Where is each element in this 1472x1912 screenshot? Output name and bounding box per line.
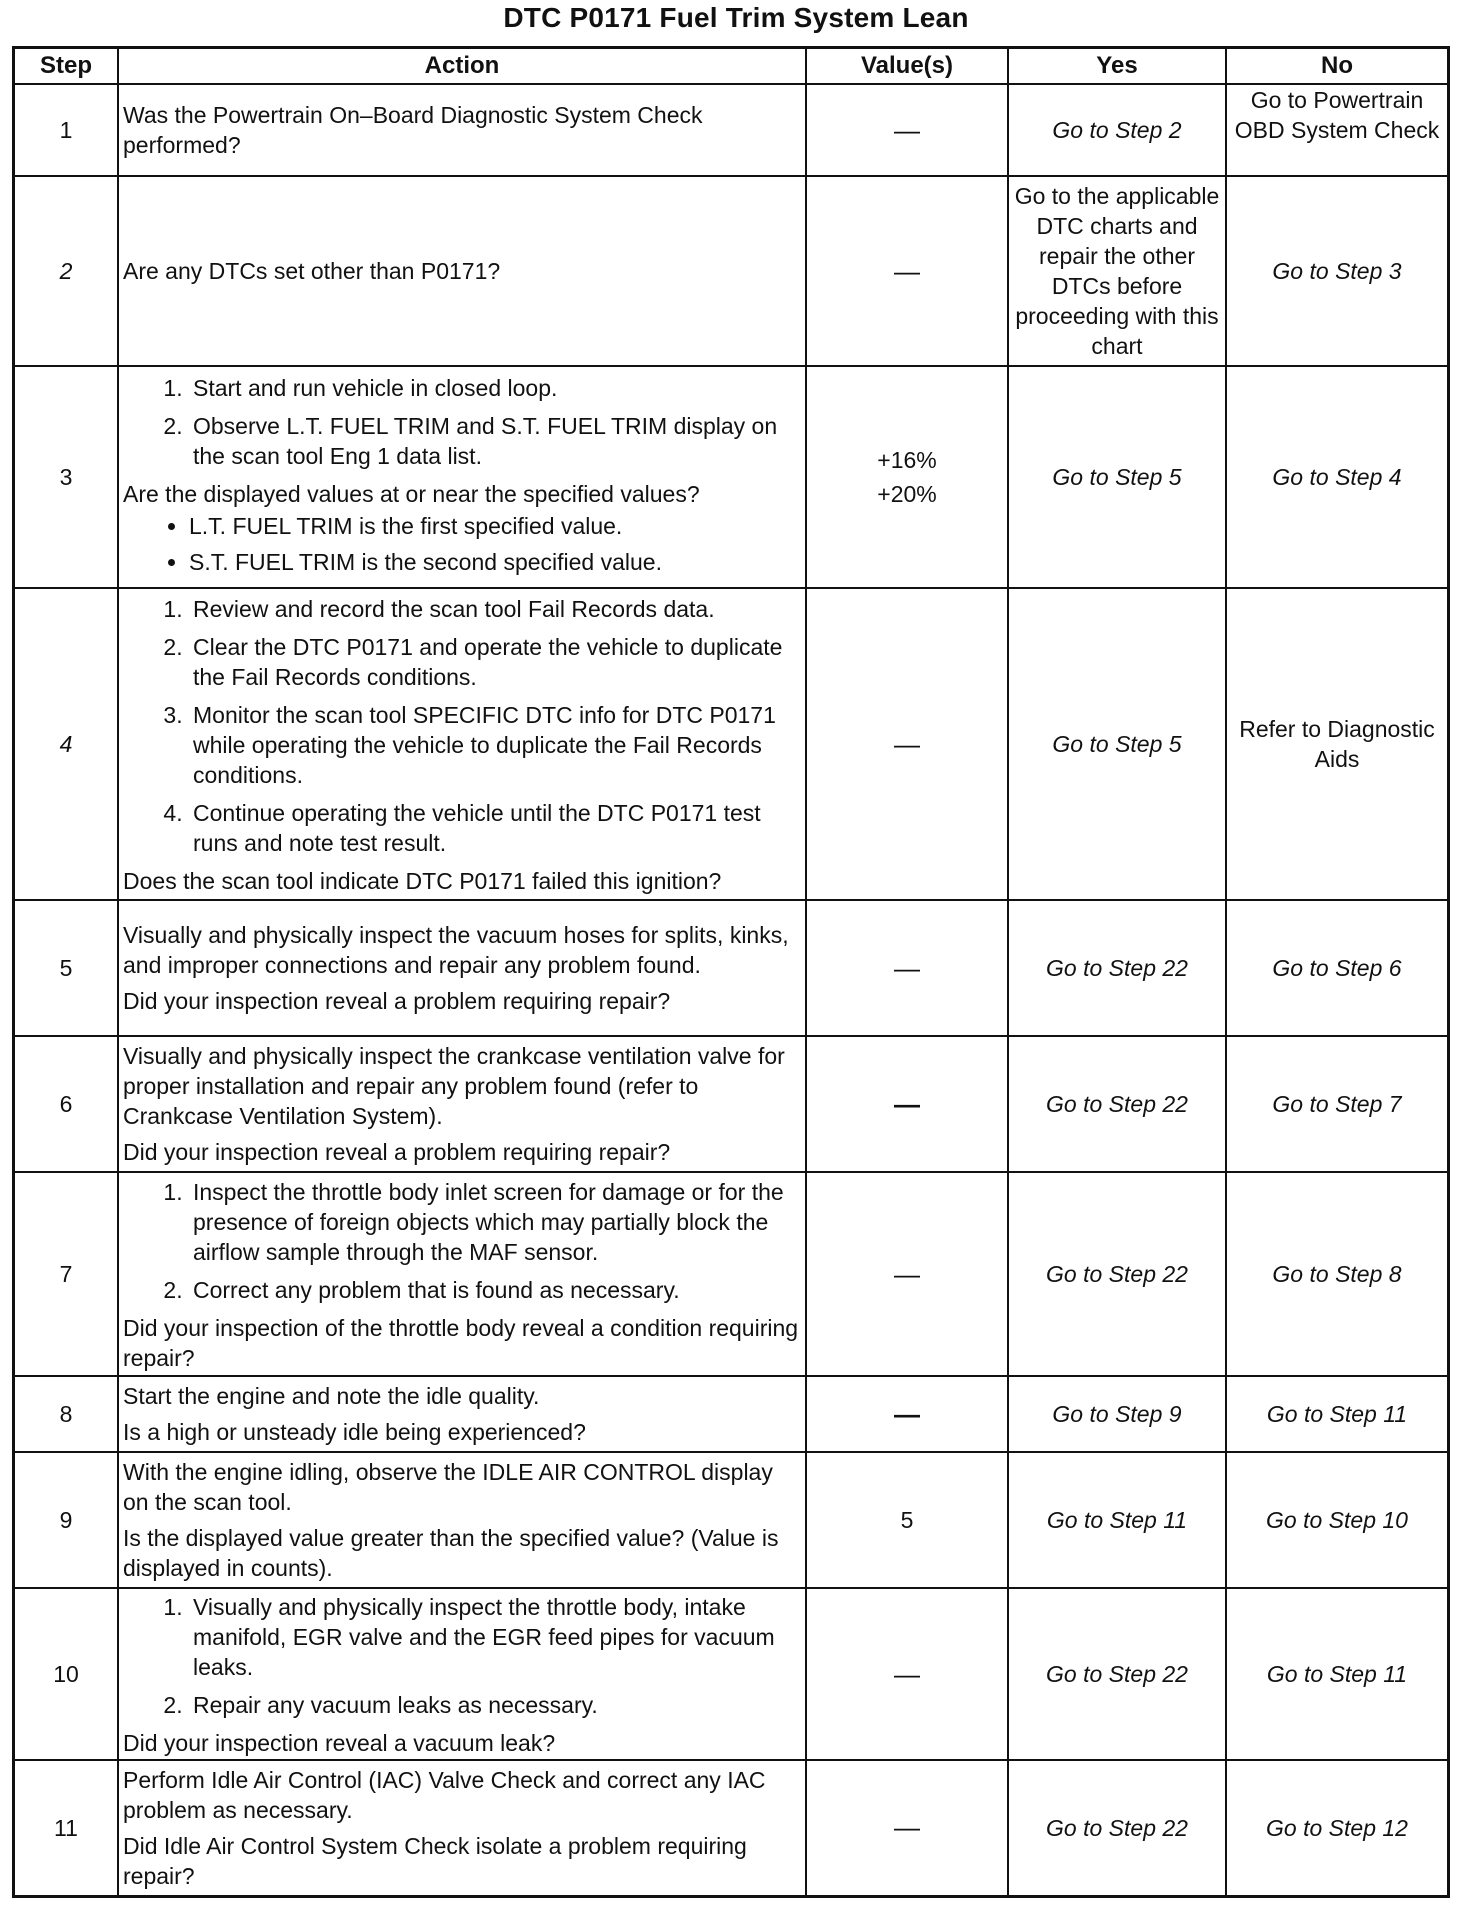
step-number: 9 bbox=[14, 1452, 119, 1588]
action-cell bbox=[118, 1588, 806, 1760]
no-cell bbox=[1226, 1376, 1449, 1452]
table-header-row bbox=[14, 48, 1449, 85]
step-number: 8 bbox=[14, 1376, 119, 1452]
action-steps bbox=[123, 1177, 801, 1305]
yes-text: Go to Step 9 bbox=[1052, 1401, 1182, 1427]
header-step: Step bbox=[14, 48, 119, 85]
yes-text: Go to Step 22 bbox=[1046, 1661, 1188, 1687]
table-row bbox=[14, 1588, 1449, 1760]
value-text: — bbox=[894, 728, 920, 759]
yes-text: Go to Step 11 bbox=[1046, 1507, 1188, 1533]
value-cell bbox=[806, 366, 1008, 588]
step-number: 7 bbox=[14, 1172, 119, 1376]
no-text: Go to Step 8 bbox=[1272, 1261, 1402, 1287]
value-text: — bbox=[894, 1258, 920, 1289]
action-question: Is the displayed value greater than the specified value? (Value is displayed in counts). bbox=[123, 1525, 779, 1581]
value-text: +20% bbox=[877, 481, 937, 507]
step-number: 11 bbox=[14, 1760, 119, 1896]
step-number: 1 bbox=[14, 84, 119, 176]
value-cell bbox=[806, 1588, 1008, 1760]
action-step: 1. Visually and physically inspect the throttle body, intake manifold, EGR valve and the EGR feed pipes for vacuum leaks. bbox=[189, 1592, 801, 1682]
no-text: Go to Step 3 bbox=[1272, 258, 1402, 284]
diagnostic-table bbox=[12, 46, 1450, 1898]
no-text: Go to Step 11 bbox=[1266, 1401, 1408, 1427]
action-step: 2. Clear the DTC P0171 and operate the vehicle to duplicate the Fail Records conditions. bbox=[189, 632, 801, 692]
action-steps bbox=[123, 1592, 801, 1720]
table-row bbox=[14, 1172, 1449, 1376]
action-text: Visually and physically inspect the vacuum hoses for splits, kinks, and improper connections and repair any problem found. bbox=[123, 922, 789, 978]
header-yes: Yes bbox=[1008, 48, 1226, 85]
table-row bbox=[14, 1452, 1449, 1588]
yes-cell bbox=[1008, 84, 1226, 176]
action-text: Are any DTCs set other than P0171? bbox=[123, 258, 501, 284]
action-text: Start the engine and note the idle quality. bbox=[123, 1383, 540, 1409]
yes-text: Go to Step 5 bbox=[1052, 464, 1182, 490]
yes-text: Go to Step 22 bbox=[1046, 1091, 1188, 1117]
table-row bbox=[14, 1760, 1449, 1896]
value-text: 5 bbox=[900, 1507, 914, 1533]
value-text: — bbox=[894, 1658, 920, 1689]
yes-cell bbox=[1008, 1376, 1226, 1452]
value-text: — bbox=[894, 255, 920, 286]
value-cell bbox=[806, 1036, 1008, 1172]
action-steps bbox=[123, 373, 801, 471]
action-step: 2. Repair any vacuum leaks as necessary. bbox=[189, 1690, 801, 1720]
value-text: — bbox=[894, 1812, 920, 1843]
action-text: Visually and physically inspect the crankcase ventilation valve for proper installation and repair any problem found (refer to Crankcase Ventilation System). bbox=[123, 1043, 785, 1129]
action-question: Does the scan tool indicate DTC P0171 failed this ignition? bbox=[123, 868, 722, 894]
action-question: Are the displayed values at or near the specified values? bbox=[123, 481, 700, 507]
no-cell bbox=[1226, 1172, 1449, 1376]
step-number: 5 bbox=[14, 900, 119, 1036]
action-text: With the engine idling, observe the IDLE AIR CONTROL display on the scan tool. bbox=[123, 1459, 773, 1515]
step-number: 2 bbox=[14, 176, 119, 366]
header-values: Value(s) bbox=[806, 48, 1008, 85]
action-question: Is a high or unsteady idle being experienced? bbox=[123, 1419, 586, 1445]
value-cell bbox=[806, 1760, 1008, 1896]
table-row bbox=[14, 366, 1449, 588]
yes-cell bbox=[1008, 1760, 1226, 1896]
action-cell bbox=[118, 366, 806, 588]
action-cell bbox=[118, 588, 806, 900]
action-bullet: • S.T. FUEL TRIM is the second specified value. bbox=[189, 547, 801, 577]
action-cell bbox=[118, 1172, 806, 1376]
no-cell bbox=[1226, 366, 1449, 588]
yes-cell bbox=[1008, 588, 1226, 900]
value-text: — bbox=[894, 1398, 920, 1429]
action-step: 1. Inspect the throttle body inlet screen for damage or for the presence of foreign objects which may partially block the airflow sample through the MAF sensor. bbox=[189, 1177, 801, 1267]
step-number: 6 bbox=[14, 1036, 119, 1172]
no-cell bbox=[1226, 84, 1449, 176]
value-cell bbox=[806, 84, 1008, 176]
yes-cell bbox=[1008, 366, 1226, 588]
page-title: DTC P0171 Fuel Trim System Lean bbox=[503, 2, 969, 33]
no-cell bbox=[1226, 1760, 1449, 1896]
table-row bbox=[14, 176, 1449, 366]
value-cell bbox=[806, 1172, 1008, 1376]
no-cell bbox=[1226, 176, 1449, 366]
no-text: Go to Step 10 bbox=[1266, 1507, 1408, 1533]
no-text: Refer to Diagnostic Aids bbox=[1239, 716, 1435, 772]
yes-cell bbox=[1008, 176, 1226, 366]
value-text: — bbox=[894, 114, 920, 145]
yes-cell bbox=[1008, 1172, 1226, 1376]
action-cell bbox=[118, 900, 806, 1036]
value-cell bbox=[806, 588, 1008, 900]
action-steps bbox=[123, 594, 801, 858]
action-bullets bbox=[123, 511, 801, 577]
step-number: 10 bbox=[14, 1588, 119, 1760]
header-no: No bbox=[1226, 48, 1449, 85]
value-cell bbox=[806, 1376, 1008, 1452]
no-cell bbox=[1226, 1452, 1449, 1588]
table-row bbox=[14, 84, 1449, 176]
no-text: Go to Step 6 bbox=[1272, 955, 1402, 981]
yes-text: Go to Step 22 bbox=[1046, 955, 1188, 981]
action-cell bbox=[118, 1760, 806, 1896]
yes-text: Go to Step 5 bbox=[1052, 731, 1182, 757]
action-question: Did your inspection of the throttle body reveal a condition requiring repair? bbox=[123, 1315, 799, 1371]
table-row bbox=[14, 900, 1449, 1036]
no-text: Go to Step 12 bbox=[1266, 1814, 1408, 1841]
action-cell bbox=[118, 176, 806, 366]
action-step: 2. Correct any problem that is found as necessary. bbox=[189, 1275, 801, 1305]
header-action: Action bbox=[118, 48, 806, 85]
action-cell bbox=[118, 1376, 806, 1452]
table-row bbox=[14, 588, 1449, 900]
no-text: Go to Step 11 bbox=[1266, 1661, 1408, 1687]
yes-cell bbox=[1008, 1452, 1226, 1588]
value-cell bbox=[806, 1452, 1008, 1588]
yes-cell bbox=[1008, 1588, 1226, 1760]
value-text: +16% bbox=[877, 447, 937, 473]
value-cell bbox=[806, 900, 1008, 1036]
no-cell bbox=[1226, 900, 1449, 1036]
no-text: Go to Step 7 bbox=[1272, 1091, 1402, 1117]
value-text: — bbox=[894, 952, 920, 983]
action-text: Was the Powertrain On–Board Diagnostic System Check performed? bbox=[123, 102, 703, 158]
value-text: — bbox=[894, 1088, 920, 1119]
action-step: 3. Monitor the scan tool SPECIFIC DTC info for DTC P0171 while operating the vehicle to duplicate the Fail Records conditions. bbox=[189, 700, 801, 790]
step-number: 4 bbox=[14, 588, 119, 900]
no-text: Go to Powertrain OBD System Check bbox=[1234, 87, 1440, 143]
yes-text: Go to the applicable DTC charts and repair the other DTCs before proceeding with this chart bbox=[1014, 183, 1220, 359]
action-text: Perform Idle Air Control (IAC) Valve Check and correct any IAC problem as necessary. bbox=[123, 1766, 766, 1823]
action-cell bbox=[118, 84, 806, 176]
no-text: Go to Step 4 bbox=[1272, 464, 1402, 490]
no-cell bbox=[1226, 1588, 1449, 1760]
yes-cell bbox=[1008, 900, 1226, 1036]
yes-text: Go to Step 22 bbox=[1046, 1261, 1188, 1287]
action-question: Did your inspection reveal a problem requiring repair? bbox=[123, 988, 671, 1014]
yes-text: Go to Step 22 bbox=[1046, 1814, 1188, 1841]
yes-cell bbox=[1008, 1036, 1226, 1172]
action-step: 2. Observe L.T. FUEL TRIM and S.T. FUEL TRIM display on the scan tool Eng 1 data list. bbox=[189, 411, 801, 471]
no-cell bbox=[1226, 588, 1449, 900]
action-step: 1. Start and run vehicle in closed loop. bbox=[189, 373, 801, 403]
action-question: Did your inspection reveal a problem requiring repair? bbox=[123, 1139, 671, 1165]
table-row bbox=[14, 1376, 1449, 1452]
action-step: 4. Continue operating the vehicle until the DTC P0171 test runs and note test result. bbox=[189, 798, 801, 858]
table-row bbox=[14, 1036, 1449, 1172]
action-cell bbox=[118, 1452, 806, 1588]
action-cell bbox=[118, 1036, 806, 1172]
yes-text: Go to Step 2 bbox=[1052, 117, 1182, 143]
action-question: Did your inspection reveal a vacuum leak? bbox=[123, 1730, 556, 1756]
value-cell bbox=[806, 176, 1008, 366]
action-question: Did Idle Air Control System Check isolate a problem requiring repair? bbox=[123, 1832, 747, 1889]
action-bullet: • L.T. FUEL TRIM is the first specified value. bbox=[189, 511, 801, 541]
no-cell bbox=[1226, 1036, 1449, 1172]
action-step: 1. Review and record the scan tool Fail Records data. bbox=[189, 594, 801, 624]
step-number: 3 bbox=[14, 366, 119, 588]
